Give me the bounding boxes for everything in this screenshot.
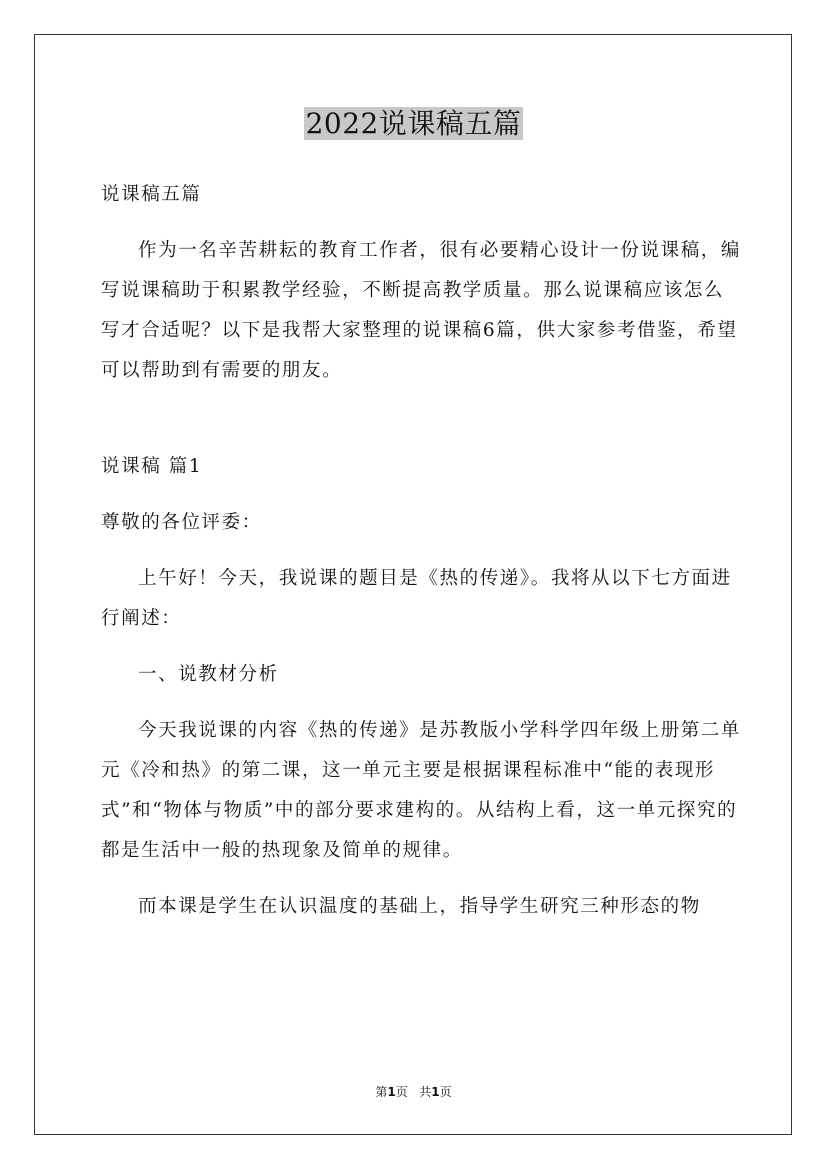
document-title [0, 103, 827, 143]
section-heading-paragraph: 说课稿 篇1 [101, 456, 203, 477]
footer-page-prefix: 第 [375, 1085, 388, 1099]
footer-total-number: 1 [431, 1085, 440, 1099]
footer-total-prefix: 共 [419, 1085, 432, 1099]
salutation-paragraph: 尊敬的各位评委： [101, 512, 262, 533]
opening-paragraph: 上午好！今天，我说课的题目是《热的传递》。我将从以下七方面进行阐述： [101, 568, 732, 629]
subsection-heading-paragraph: 一、说教材分析 [138, 664, 279, 685]
footer-page-number: 1 [387, 1085, 396, 1099]
footer-page-suffix: 页 [395, 1085, 408, 1099]
page-footer [0, 1083, 827, 1100]
document-body [101, 175, 741, 927]
footer-total-suffix: 页 [439, 1085, 452, 1099]
subtitle-paragraph: 说课稿五篇 [101, 184, 202, 205]
content-paragraph: 今天我说课的内容《热的传递》是苏教版小学科学四年级上册第二单元《冷和热》的第二课，这一单元主要是根据课程标准中“能的表现形式”和“物体与物质”中的部分要求建构的。从结构上看，这一单元探究的都是生活中一般的热现象及简单的规律。 [101, 720, 742, 861]
content-paragraph-continued: 而本课是学生在认识温度的基础上，指导学生研究三种形态的物 [138, 896, 701, 917]
intro-paragraph: 作为一名辛苦耕耘的教育工作者，很有必要精心设计一份说课稿，编写说课稿助于积累教学经验，不断提高教学质量。那么说课稿应该怎么写才合适呢？以下是我帮大家整理的说课稿6篇，供大家参考借鉴，希望可以帮助到有需要的朋友。 [101, 240, 742, 381]
document-title-text: 2022说课稿五篇 [305, 107, 522, 140]
